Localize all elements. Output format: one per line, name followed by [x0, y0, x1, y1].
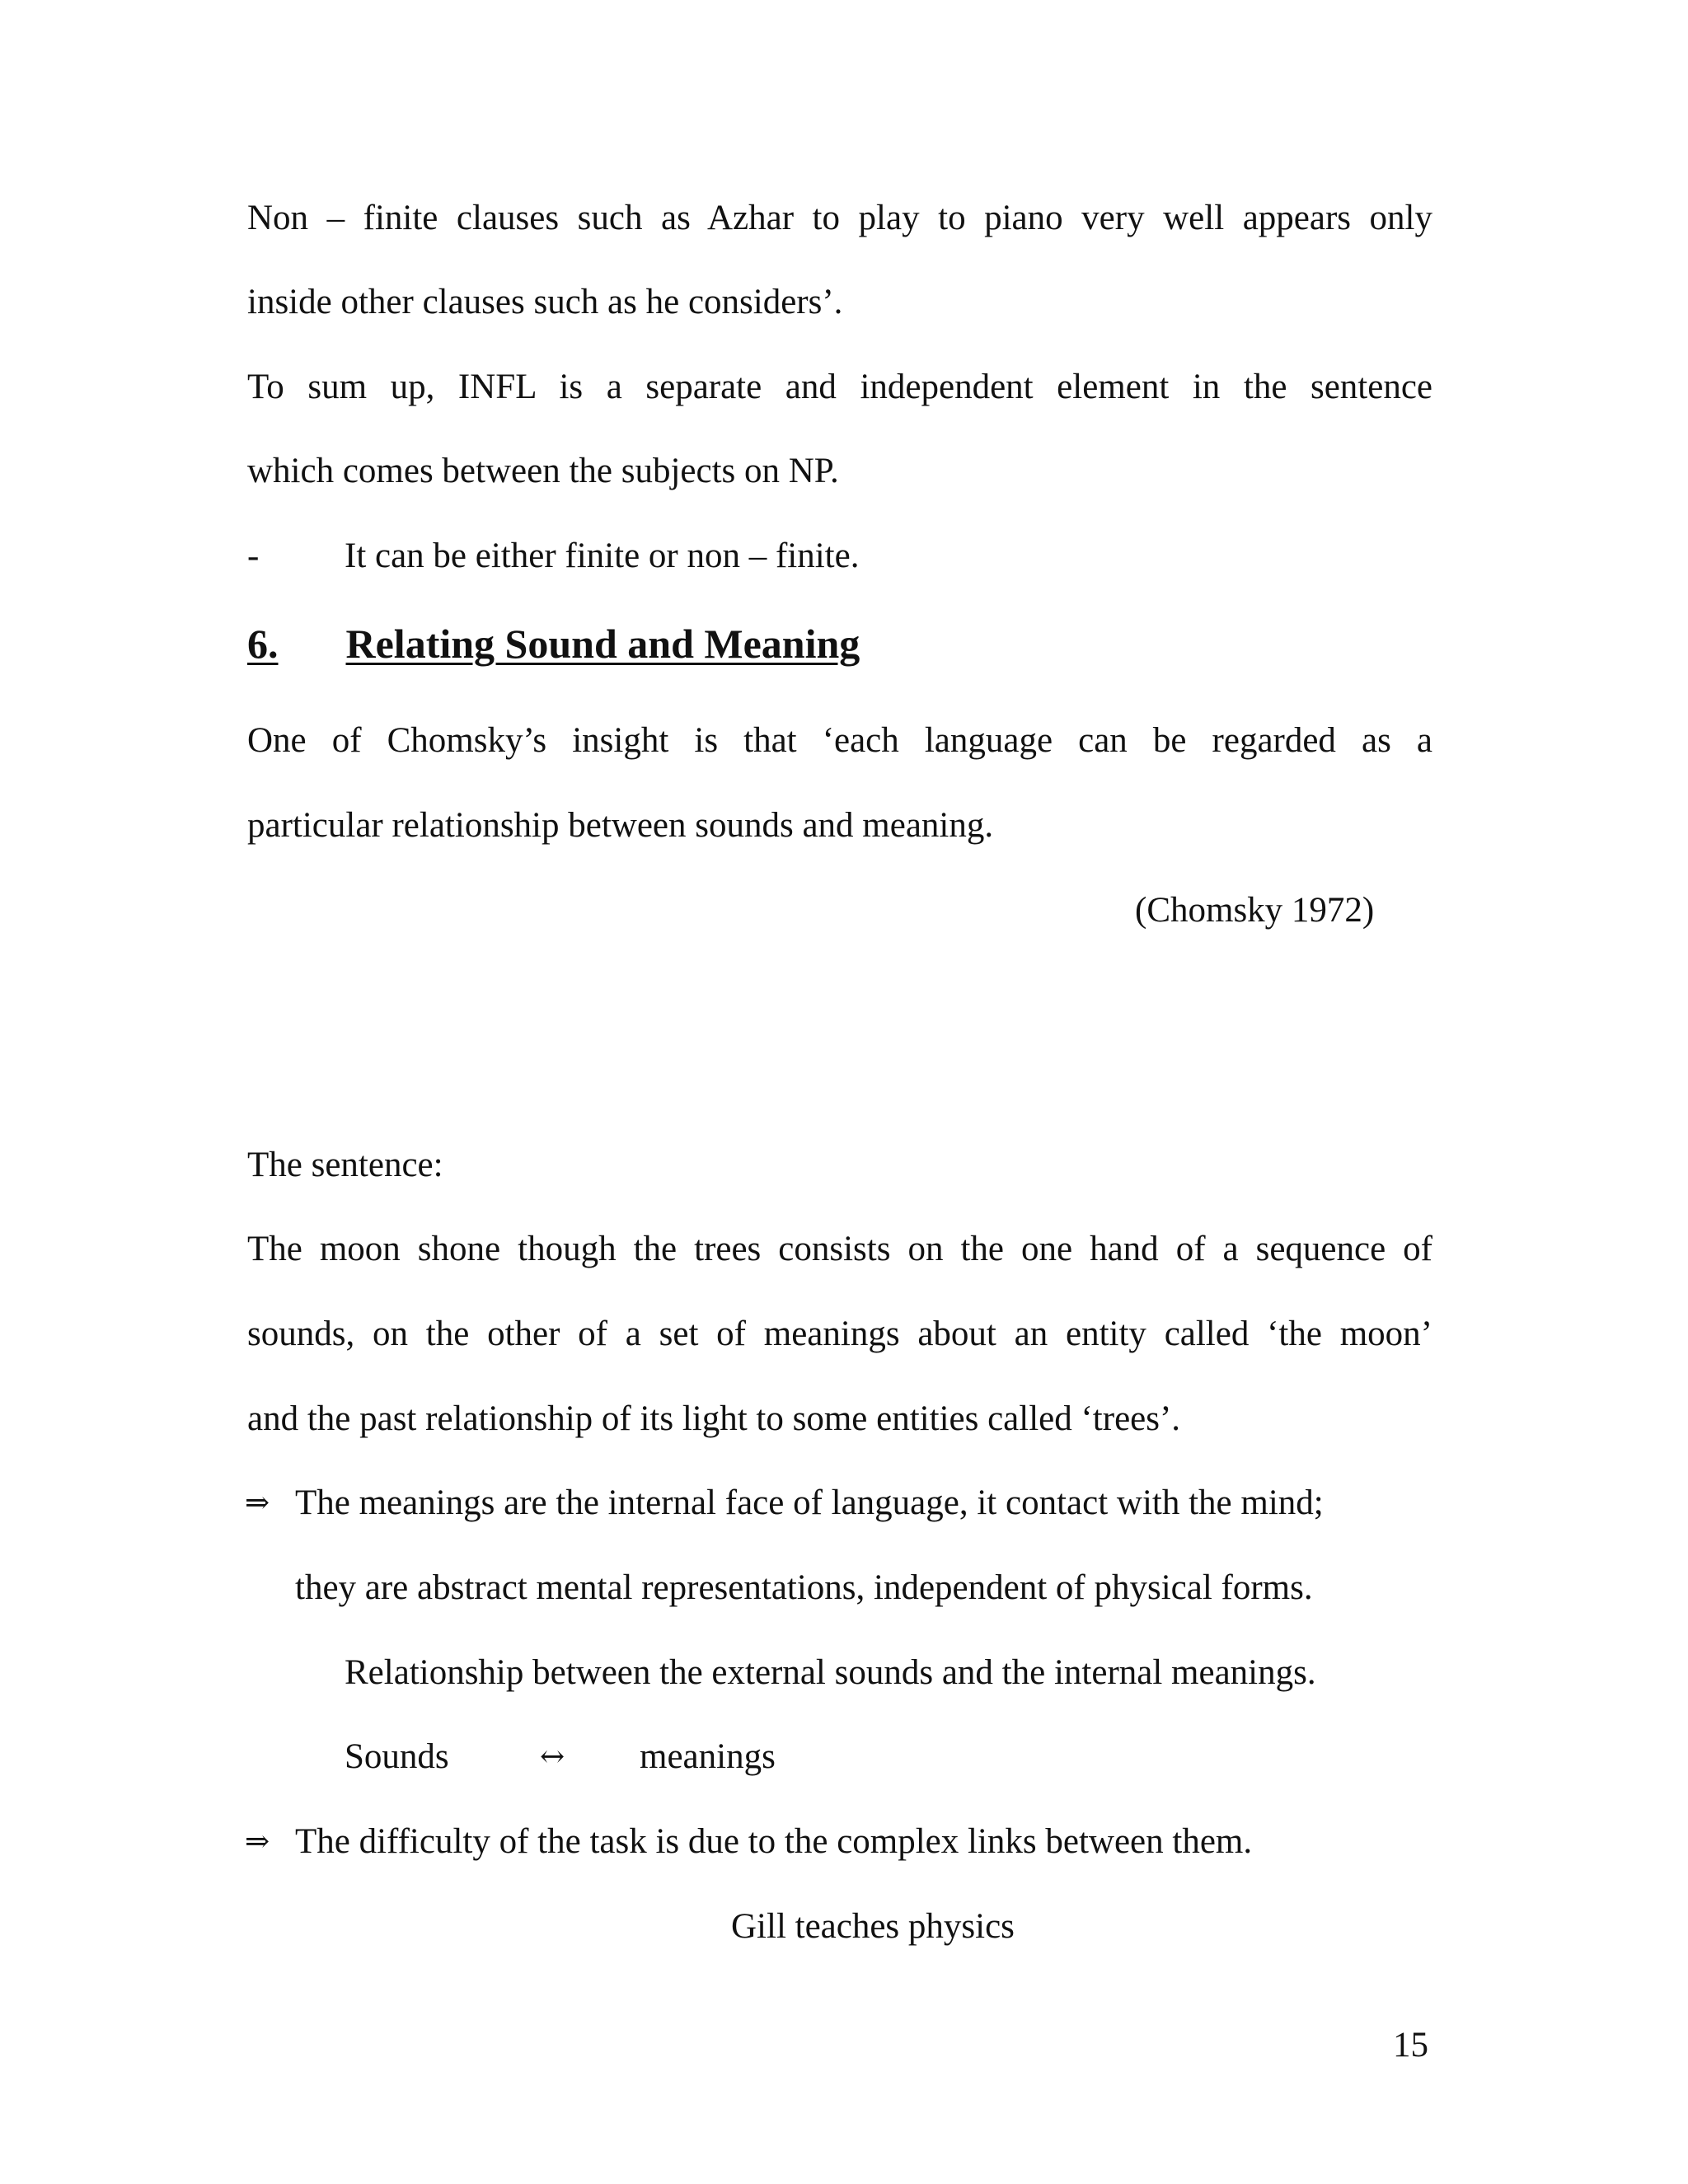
paragraph-2-line-2: which comes between the subjects on NP.	[247, 452, 839, 490]
implies-arrow-icon: ⇒	[245, 1825, 270, 1858]
page-number: 15	[1393, 2026, 1428, 2064]
section-number: 6.	[247, 621, 279, 667]
paragraph-1-line-1: Non – finite clauses such as Azhar to play to piano very well appears only	[247, 199, 1432, 237]
bullet-marker: -	[247, 537, 260, 575]
implication-2: The difficulty of the task is due to the complex links between them.	[295, 1822, 1253, 1861]
paragraph-3-line-2: particular relationship between sounds and meaning.	[247, 806, 994, 845]
paragraph-4-line-1: The moon shone though the trees consists on the one hand of a sequence of	[247, 1230, 1432, 1268]
bullet-text: It can be either finite or non – finite.	[345, 537, 860, 575]
paragraph-3-line-1: One of Chomsky’s insight is that ‘each language can be regarded as a	[247, 721, 1432, 760]
section-heading	[247, 619, 860, 668]
mapping-meanings: meanings	[640, 1737, 776, 1776]
paragraph-2-line-1: To sum up, INFL is a separate and independent element in the sentence	[247, 368, 1432, 406]
implication-1-line-2: they are abstract mental representations, independent of physical forms.	[295, 1568, 1313, 1607]
paragraph-1-line-2: inside other clauses such as he considers’.	[247, 283, 843, 321]
implies-arrow-icon: ⇒	[245, 1486, 270, 1520]
section-title: Relating Sound and Meaning	[345, 621, 860, 667]
double-arrow-icon: ↔	[540, 1740, 565, 1774]
paragraph-4-line-3: and the past relationship of its light to some entities called ‘trees’.	[247, 1399, 1181, 1438]
citation: (Chomsky 1972)	[1135, 891, 1375, 930]
implication-1-line-1: The meanings are the internal face of language, it contact with the mind;	[295, 1483, 1324, 1522]
sentence-intro: The sentence:	[247, 1146, 443, 1184]
paragraph-4-line-2: sounds, on the other of a set of meanings about an entity called ‘the moon’	[247, 1315, 1432, 1353]
relationship-line: Relationship between the external sounds and the internal meanings.	[345, 1653, 1316, 1692]
mapping-sounds: Sounds	[345, 1737, 449, 1776]
example-sentence: Gill teaches physics	[731, 1907, 1015, 1946]
